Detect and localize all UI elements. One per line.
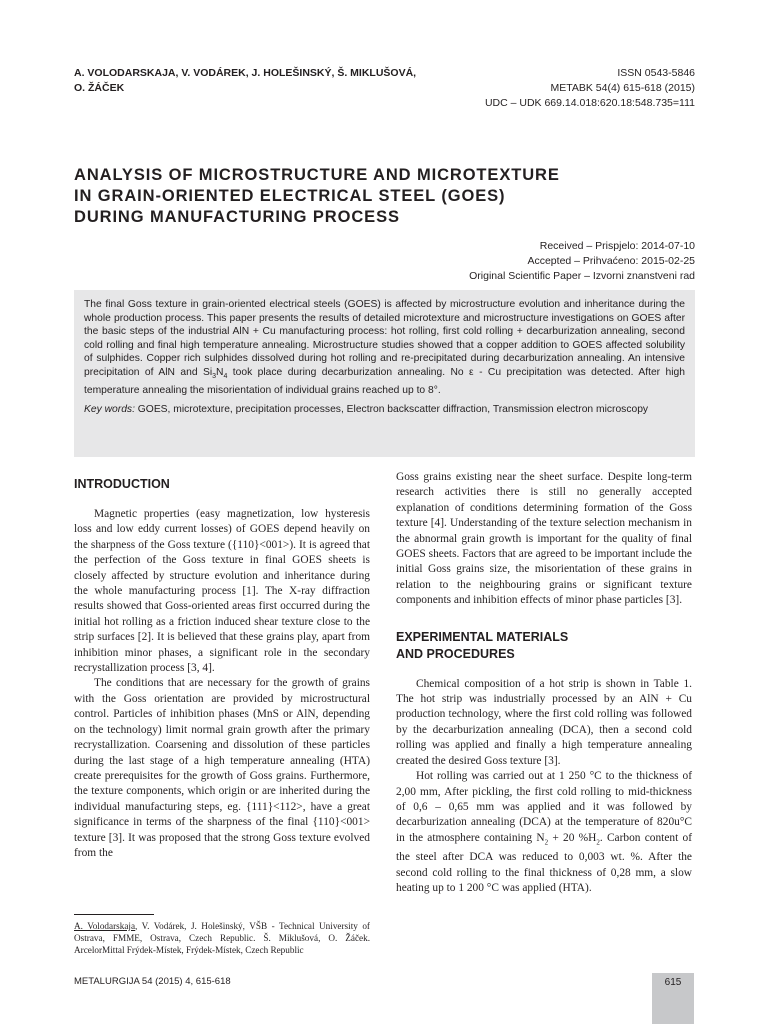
submission-dates bbox=[295, 239, 695, 284]
udc: UDC – UDK 669.14.018:620.18:548.735=111 bbox=[484, 97, 695, 109]
abstract-text: The final Goss texture in grain-oriented electrical steels (GOES) is affected by microstructure evolution and inheritance during the whole production process. This paper presents the results of detailed microtexture and microstructure investigations on GOES after the basic steps of the industrial AlN + Cu manufacturing process: hot rolling, first cold rolling + decarburization annealing, second cold rolling and final high temperature annealing. Microstructure studies showed that a copper addition to GOES affected solubility of sulphides. Copper rich sulphides dissolved during hot rolling and re-precipitated during decarburization annealing. An intensive precipitation of AlN and $Si_3N_4$ took place during decarburization annealing. No ε - Cu precipitation was detected. After high temperature annealing the misorientation of individual grains reached up to 8°. bbox=[84, 299, 685, 396]
keywords-label: Key words: bbox=[84, 404, 135, 416]
right-column bbox=[396, 470, 692, 897]
intro-paragraph-2: The conditions that are necessary for the growth of grains with the Goss orientation are provided by microstructural control. Particles of inhibition phases (MnS or AlN, depending on the technology) limit normal grain growth after the primary recrystallization. Coarsening and dissolution of these particles during the last stage of a high temperature annealing (HTA) create prerequisites for the growth of Goss grains. Furthermore, the texture components, which origin or are inherited during the individual manufacturing steps, eg. {111}<112>, have a great significance in terms of the sharpness of the final {110}<001> texture [3]. It was proposed that the strong Goss texture evolved from the bbox=[74, 677, 370, 859]
paper-title bbox=[74, 165, 694, 228]
footnote-rule bbox=[74, 914, 154, 915]
issn: ISSN 0543-5846 bbox=[617, 67, 695, 79]
intro-paragraph-3: Goss grains existing near the sheet surface. Despite long-term research activities there is still no generally accepted explanation of conditions determining formation of the Goss texture [4]. Understanding of the texture selection mechanism in the abnormal grain growth is important for the quality of final GOES sheets. Factors that are agreed to be important include the initial Goss grains size, the misorientation of these grains in relation to the neighbouring grains or significant texture components and inhibition effects of minor phase particles [3]. bbox=[396, 471, 692, 607]
introduction-heading: INTRODUCTION bbox=[74, 477, 170, 491]
journal-identifiers bbox=[395, 66, 695, 111]
authors-line-2: O. ŽÁČEK bbox=[74, 82, 125, 94]
left-column bbox=[74, 470, 370, 861]
received-date: Received – Prispjelo: 2014-07-10 bbox=[539, 240, 695, 252]
author-affiliations: A. Volodarskaja, V. Vodárek, J. Holešinský, VŠB - Technical University of Ostrava, FMME, Ostrava, Czech Republic. Š. Miklušová, O. Žáček. ArcelorMittal Frýdek-Místek, Frýdek-Místek, Czech Republic bbox=[74, 921, 370, 955]
keywords-list: GOES, microtexture, precipitation processes, Electron backscatter diffraction, Transmission electron microscopy bbox=[134, 404, 649, 416]
keywords bbox=[84, 403, 685, 417]
title-line-1: ANALYSIS OF MICROSTRUCTURE AND MICROTEXTURE bbox=[74, 166, 560, 184]
page-number: 615 bbox=[664, 977, 682, 988]
abstract-box bbox=[74, 290, 695, 457]
experimental-paragraph-1: Chemical composition of a hot strip is shown in Table 1. The hot strip was industrially processed by an AlN + Cu production technology, where the first cold rolling was followed by the decarburization annealing (DCA), then a second cold rolling was applied and finally a high temperature annealing created the desired Goss texture [3]. bbox=[396, 677, 692, 767]
experimental-heading: EXPERIMENTAL MATERIALS AND PROCEDURES bbox=[396, 629, 569, 661]
paper-type: Original Scientific Paper – Izvorni znanstveni rad bbox=[469, 270, 695, 282]
authors-line-1: A. VOLODARSKAJA, V. VODÁREK, J. HOLEŠINSKÝ, Š. MIKLUŠOVÁ, bbox=[74, 67, 417, 79]
title-line-2: IN GRAIN-ORIENTED ELECTRICAL STEEL (GOES) bbox=[74, 187, 506, 205]
journal-footer: METALURGIJA 54 (2015) 4, 615-618 bbox=[74, 976, 231, 987]
intro-paragraph-1: Magnetic properties (easy magnetization, low hysteresis loss and low eddy current losses) of GOES depend heavily on the sharpness of the Goss texture ({110}<001>). It is agreed that the perfection of the Goss texture in final GOES sheets is closely affected by structure evolution and inheritance during the whole manufacturing process [1]. The X-ray diffraction results showed that Goss-oriented areas first occurred during the initial hot rolling as a friction induced shear texture close to the strip surfaces [2]. It is believed that these grains play, apart from inhibition minor phases, a significant role in the secondary recrystallization process [3, 4]. bbox=[74, 508, 370, 675]
accepted-date: Accepted – Prihvaćeno: 2015-02-25 bbox=[527, 255, 695, 267]
metabk: METABK 54(4) 615-618 (2015) bbox=[550, 82, 695, 94]
experimental-paragraph-2: Hot rolling was carried out at 1 250 °C to the thickness of 2,00 mm, After pickling, the first cold rolling to mid-thickness of 0,6 – 0,65 mm was applied and it was followed by decarburization annealing (DCA) at the temperature of 820u°C in the atmosphere containing $N_2 + 20$ $\%H_2$. Carbon content of the steel after DCA was reduced to 0,003 wt. %. After the second cold rolling to the final thickness of 0,28 mm, a slow heating up to 1 200 °C was applied (HTA). bbox=[396, 770, 692, 895]
title-line-3: DURING MANUFACTURING PROCESS bbox=[74, 208, 400, 226]
